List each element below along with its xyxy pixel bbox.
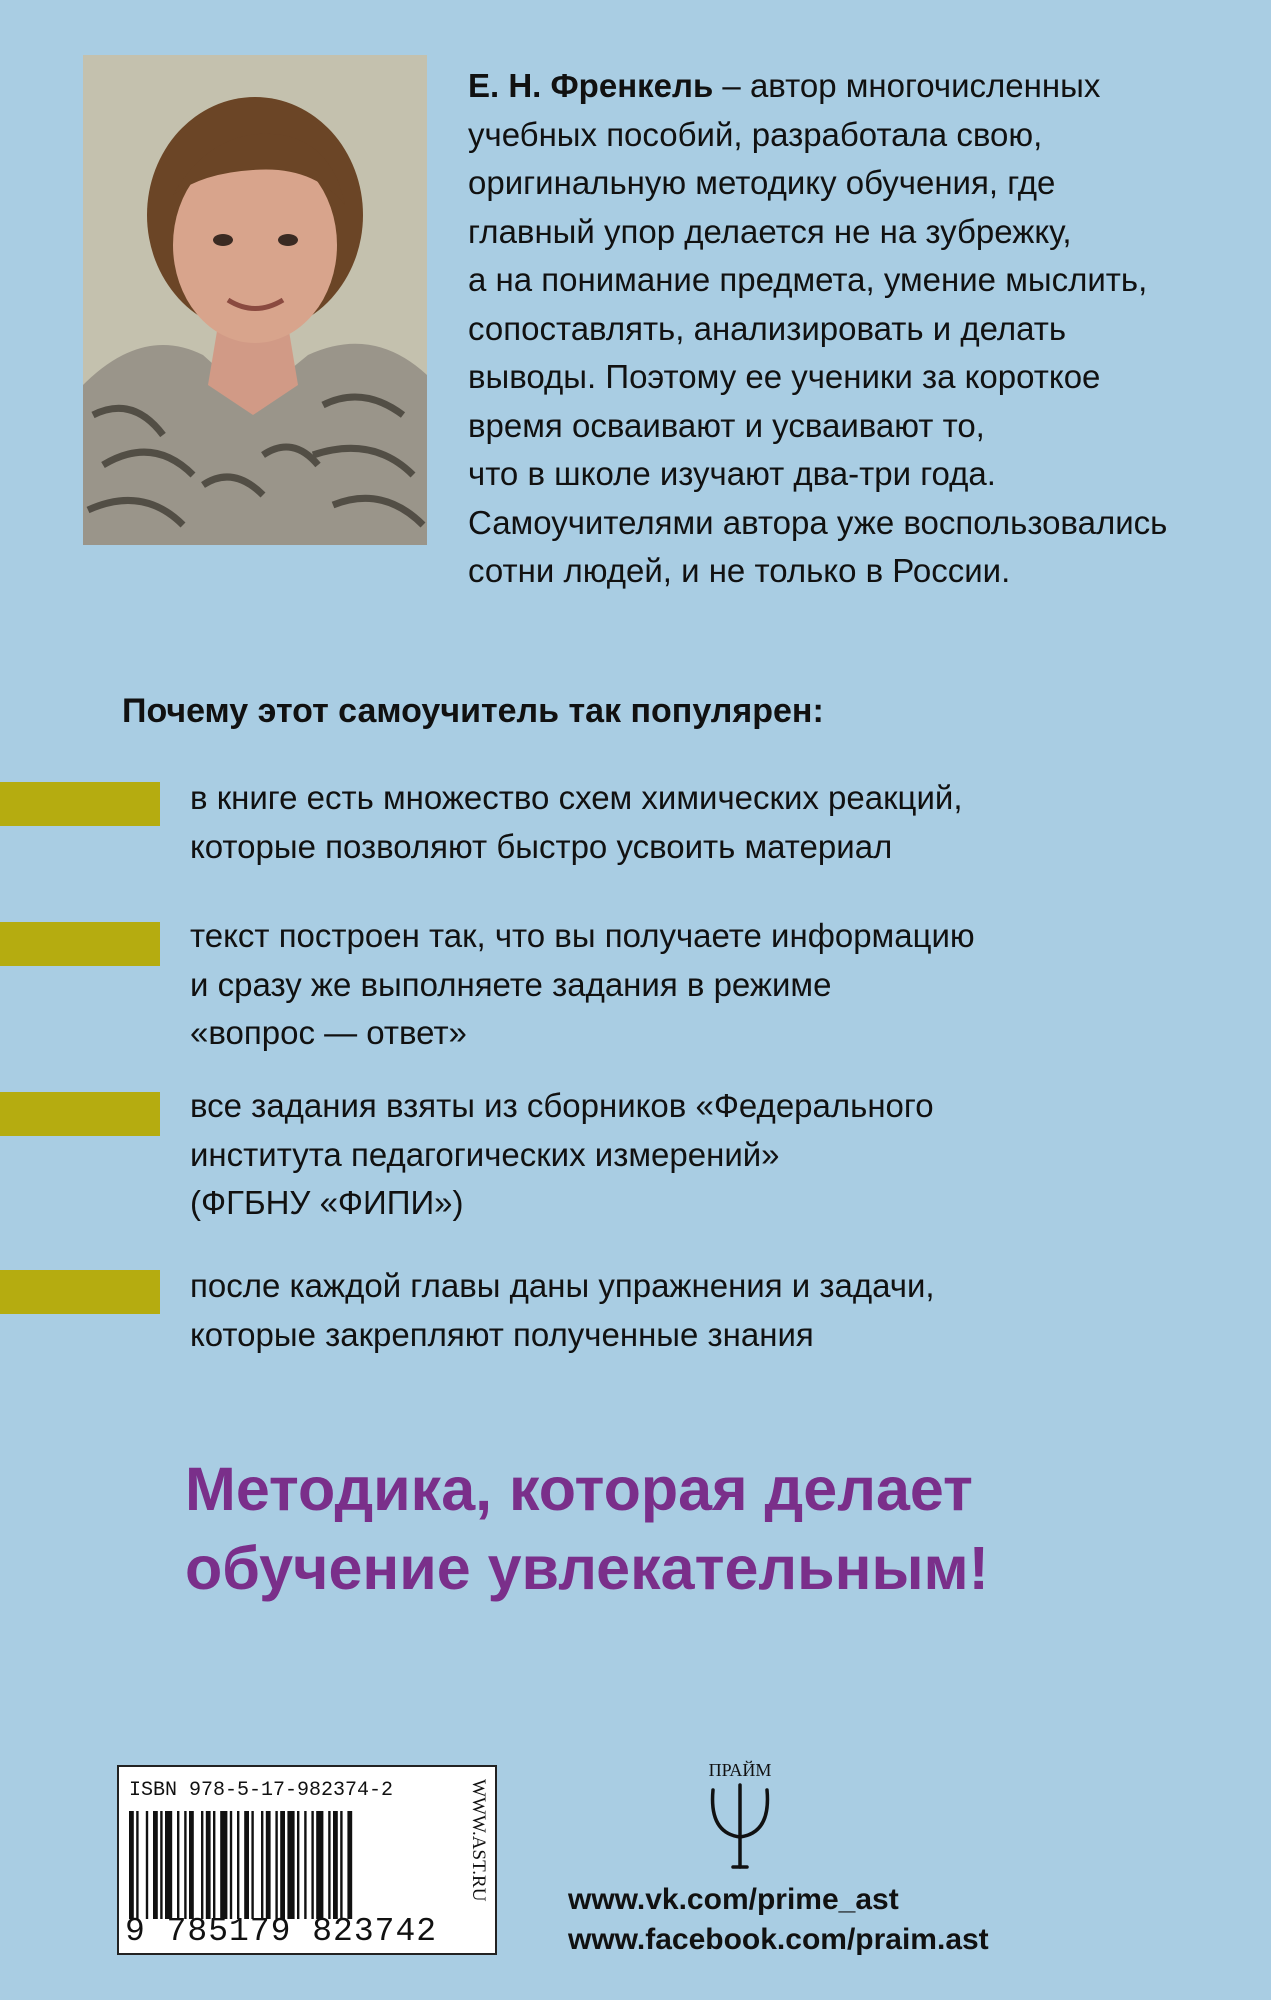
bullet-3-line-1: все задания взяты из сборников «Федерального (190, 1087, 934, 1124)
author-portrait (83, 55, 427, 545)
bio-line-2: учебных пособий, разработала свою, (468, 115, 1043, 153)
bullet-item-3 (190, 1082, 1240, 1228)
bio-line-10: Самоучителями автора уже воспользовались (468, 503, 1168, 541)
bullet-1-line-2: которые позволяют быстро усвоить материал (190, 827, 893, 865)
barcode-digits: 9 785179 823742 (125, 1913, 438, 1950)
bullet-item-1 (190, 774, 1240, 871)
bio-line-4: главный упор делается не на зубрежку, (468, 212, 1072, 250)
bullet-item-4 (190, 1262, 1240, 1359)
slogan (185, 1450, 989, 1608)
bullet-bar-2 (0, 922, 160, 966)
bullet-bar-4 (0, 1270, 160, 1314)
barcode-box (117, 1765, 497, 1955)
bullet-bar-1 (0, 782, 160, 826)
author-bio (468, 62, 1228, 596)
slogan-line-1: Методика, которая делает (185, 1455, 973, 1523)
bullet-3-line-2: института педагогических измерений» (190, 1135, 780, 1173)
isbn-text: ISBN 978-5-17-982374-2 (129, 1779, 394, 1802)
vertical-url: WWW.AST.RU (468, 1779, 489, 1902)
why-heading: Почему этот самоучитель так популярен: (122, 692, 824, 730)
bio-line-11: сотни людей, и не только в России. (468, 552, 1011, 589)
bullet-item-2 (190, 912, 1240, 1058)
bio-line-9: что в школе изучают два-три года. (468, 455, 996, 492)
bullet-4-line-1: после каждой главы даны упражнения и задачи, (190, 1267, 935, 1304)
bio-line-7: выводы. Поэтому ее ученики за короткое (468, 358, 1101, 395)
barcode-icon (129, 1811, 429, 1919)
bio-line-3: оригинальную методику обучения, где (468, 164, 1056, 201)
social-links (568, 1880, 989, 1960)
bio-line-6: сопоставлять, анализировать и делать (468, 309, 1067, 347)
publisher-name: ПРАЙМ (708, 1760, 772, 1780)
bullet-4-line-2: которые закрепляют полученные знания (190, 1315, 814, 1353)
psi-trident-icon (695, 1755, 785, 1875)
bullet-2-line-1: текст построен так, что вы получаете информацию (190, 917, 975, 954)
author-name: Е. Н. Френкель (468, 67, 714, 104)
bio-line-1: Е. Н. Френкель – автор многочисленных (468, 67, 1101, 104)
bullet-2-line-2: и сразу же выполняете задания в режиме (190, 965, 832, 1003)
bullet-3-line-3: (ФГБНУ «ФИПИ») (190, 1184, 464, 1221)
bullet-bar-3 (0, 1092, 160, 1136)
vk-link[interactable]: www.vk.com/prime_ast (568, 1883, 899, 1916)
bullet-1-line-1: в книге есть множество схем химических реакций, (190, 779, 963, 816)
facebook-link[interactable]: www.facebook.com/praim.ast (568, 1923, 989, 1956)
slogan-line-2: обучение увлекательным! (185, 1534, 989, 1602)
author-photo (83, 55, 427, 545)
bio-line-8: время осваивают и усваивают то, (468, 406, 985, 444)
bio-line-5: а на понимание предмета, умение мыслить, (468, 261, 1148, 298)
bullet-2-line-3: «вопрос — ответ» (190, 1014, 467, 1051)
